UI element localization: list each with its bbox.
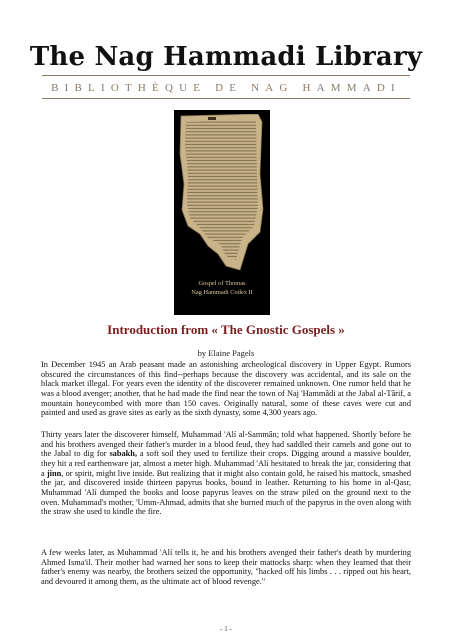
document-title: The Nag Hammadi Library [29, 42, 423, 72]
text-run: a soft soil they used to fertilize their crops. Digging around a massive boulder, they hit a red earthenware jar, almost a meter high. Muhammad 'Alí hesitated to break the jar, considering that a [41, 449, 411, 478]
text-run: Thirty years later the discoverer himself, Muhammad 'Alí al-Sammân; told what happened. Shortly before he and his brothers avenged their father's murder in a blood feud, they had saddled their camels and gone out to the Jabal to dig for [41, 430, 411, 459]
emphasized-term: jinn [46, 468, 62, 478]
figure-caption-line2: Nag Hammadi Codex II [191, 289, 253, 296]
text-run: , or spirit, might live inside. But realizing that it might also contain gold, he raised his mattock, smashed the jar, and discovered inside thirteen papyrus books, bound in leather. Returning to his home in al-Qasr, Muhammad 'Alí dumped the books and loose papyrus leaves on the straw piled on the ground next to the oven. Muhammad's mother, 'Umm-Ahmad, admits that she burned much of the papyrus in the oven along with the straw she used to kindle the fire. [41, 468, 411, 517]
text-run: In December 1945 an Arab peasant made an astonishing archeological discovery in Upper Egypt. Rumors obscured the circumstances of this find--perhaps because the discovery was accidental, and its sale on the black market illegal. For years even the identity of the discoverer remained unknown. One rumor held that he was a blood avenger; another, that he had made the find near the town of Naj 'Hammâdi at the Jabal al-Târif, a mountain honeycombed with more than 150 caves. Originally natural, some of these caves were cut and painted and used as grave sites as early as the sixth dynasty, some 4,300 years ago. [41, 360, 411, 418]
document-subtitle: BIBLIOTHÈQUE DE NAG HAMMADI [51, 82, 401, 94]
paragraph-2 [41, 430, 411, 517]
text-run: A few weeks later, as Muhammad 'Alí tells it, he and his brothers avenged their father's death by murdering Ahmed Isma'il. Their mother had warned her sons to keep their mattocks sharp: when they learned that their father's enemy was nearby, the brothers seized the opportunity, "hacked off his limbs . . . ripped out his heart, and devoured it among them, as the ultimate act of blood revenge." [41, 548, 411, 586]
paragraph-3 [41, 548, 411, 587]
manuscript-photo [174, 110, 270, 315]
author-byline: by Elaine Pagels [197, 348, 255, 358]
section-title: Introduction from « The Gnostic Gospels » [107, 322, 345, 337]
title-rule-bottom [42, 98, 410, 99]
figure-caption-line1: Gospel of Thomas [198, 280, 246, 287]
title-rule-top [42, 75, 410, 76]
papyrus-codex-image [178, 114, 264, 272]
paragraph-1 [41, 360, 411, 418]
emphasized-term: sabakh, [109, 449, 138, 459]
page-number: - 1 - [220, 625, 232, 633]
